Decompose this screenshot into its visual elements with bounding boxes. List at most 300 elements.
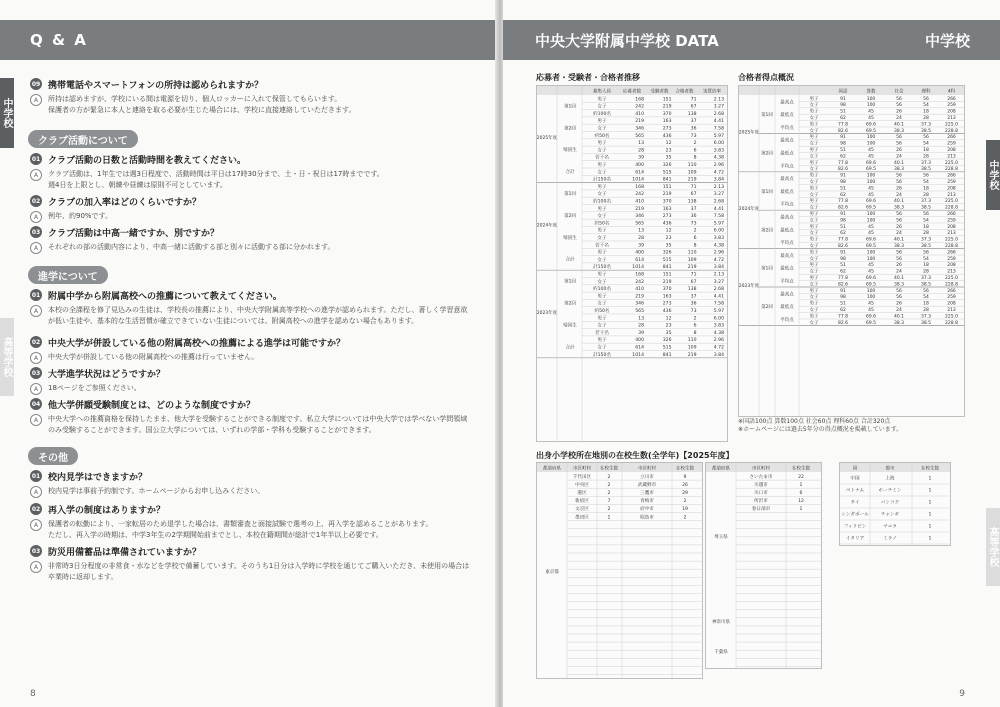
table-cell: 3.83 <box>713 323 724 329</box>
answer-badge: A <box>30 486 42 498</box>
table-cell: 62 <box>840 231 846 237</box>
table-cell: 45 <box>868 186 874 192</box>
table-cell: イタリア <box>845 536 865 542</box>
table-cell: 23 <box>665 148 672 154</box>
table-cell: 男子 <box>597 316 607 322</box>
table-cell: 女子 <box>597 214 607 220</box>
table-cell: 約50名 <box>594 309 610 314</box>
table-group-label: 第2回 <box>564 126 576 132</box>
table-cell: 36 <box>690 126 697 132</box>
table-cell: 266 <box>947 135 956 141</box>
answer-badge: A <box>30 169 42 181</box>
table-cell: 1 <box>928 512 932 518</box>
table-cell: 6.00 <box>713 228 724 234</box>
table-cell: 168 <box>635 184 644 190</box>
question-number-badge: 03 <box>30 226 42 238</box>
table-cell: 3.84 <box>713 352 724 358</box>
table-cell: 410 <box>635 199 644 205</box>
table-cell: 1014 <box>632 352 644 358</box>
table-cell: 56 <box>923 173 929 179</box>
table-cell: 54 <box>923 103 929 109</box>
table-header-cell: 在校生数 <box>792 466 810 472</box>
table-cell: 82.6 <box>837 167 849 173</box>
table-cell: 436 <box>662 309 672 314</box>
table-cell: 51 <box>840 148 846 153</box>
table-cell: 614 <box>635 345 644 351</box>
table-title-origin: 出身小学校所在地別の在校生数(全学年)【2025年度】 <box>536 451 734 460</box>
table-cell: 565 <box>635 133 644 139</box>
table-cell: 女子 <box>809 218 819 224</box>
table-header-cell: 都道府県 <box>543 466 561 472</box>
table-cell: 12 <box>798 499 804 505</box>
table-cell: 45 <box>868 116 874 121</box>
table-cell: 8 <box>693 243 697 249</box>
table-cell: 12 <box>665 316 672 322</box>
side-tab-junior: 中学校 <box>0 78 14 148</box>
answer-text: 校内見学は事前予約制です。ホームページからお申し込みください。 <box>48 487 265 495</box>
question-number-badge: 02 <box>30 195 42 207</box>
table-cell: 98 <box>840 141 846 147</box>
table-group-label: 最低点 <box>780 189 794 195</box>
table-cell: 7.58 <box>713 126 724 132</box>
table-cell: 36 <box>690 214 697 220</box>
table-cell: 川越市 <box>754 482 768 488</box>
table-cell: 男子 <box>809 199 819 205</box>
table-cell: 45 <box>868 109 874 115</box>
table-group-label: 最高点 <box>780 138 794 144</box>
table-header-cell: 国語 <box>838 89 848 95</box>
page-number: 8 <box>30 689 36 699</box>
table-cell: 2 <box>683 499 687 505</box>
table-cell: 225.0 <box>945 160 958 166</box>
table-header-cell: 算数 <box>866 89 876 95</box>
table-cell: 100 <box>866 135 876 141</box>
answer-text: 非常時3日分程度の非常食・水などを学校で備蓄しています。そのうち1日分は入学時に学校を通じてご購入いただき、未使用の場合は卒業時に返却します。 <box>48 562 470 581</box>
table-group-label: 平均点 <box>780 317 794 323</box>
table-cell: 2 <box>693 228 697 234</box>
table-cell: 13 <box>638 141 644 147</box>
table-cell: 計150名 <box>593 265 611 271</box>
table-cell: 208 <box>947 224 956 230</box>
table-cell: 女子 <box>597 104 607 110</box>
table-cell: 1 <box>928 524 932 530</box>
table-cell: 98 <box>840 103 846 109</box>
table-cell: 45 <box>868 301 874 307</box>
table-cell: タイ <box>850 500 860 506</box>
table-cell: 23 <box>665 236 672 241</box>
table-cell: 女子 <box>809 231 819 237</box>
table-cell: 138 <box>687 199 697 205</box>
table-cell: 墨田区 <box>575 515 589 521</box>
table-cell: 約50名 <box>594 133 610 139</box>
table-cell: 26 <box>896 263 902 269</box>
table-cell: 26 <box>896 301 902 307</box>
qa-item <box>30 289 470 327</box>
table-cell: 2.13 <box>713 184 724 190</box>
table-cell: 港区 <box>577 491 587 496</box>
table-cell: 163 <box>662 206 672 212</box>
table-cell: 28 <box>638 148 644 154</box>
table-header-cell: 社会 <box>894 89 904 95</box>
table-year-label: 2024年度 <box>537 223 558 229</box>
section-heading-club: クラブ活動について <box>28 130 138 148</box>
table-cell: 370 <box>662 199 672 205</box>
table-cell: 259 <box>947 295 956 301</box>
table-cell: 346 <box>635 214 644 220</box>
answer-text: 例年、約90%です。 <box>48 212 112 220</box>
answer-badge: A <box>30 94 42 106</box>
table-cell: 女子 <box>597 126 607 132</box>
table-cell: 1 <box>799 482 803 488</box>
table-cell: 5.97 <box>713 133 724 139</box>
table-cell: 168 <box>635 272 644 278</box>
origin-table-other-prefectures <box>705 462 822 669</box>
table-cell: 69.5 <box>865 167 877 173</box>
table-cell: 228.8 <box>945 320 958 326</box>
table-cell: 346 <box>635 301 644 307</box>
table-cell: 98 <box>840 256 846 262</box>
question-number-badge: 02 <box>30 336 42 348</box>
table-cell: 62 <box>840 154 846 160</box>
table-cell: 9 <box>683 474 687 480</box>
left-header-title: Q & A <box>30 31 88 49</box>
answer-text: クラブ活動は、1年生では週3日程度で、活動時間は平日は17時30分まで、土・日・祝日は17時までです。 週4日を上限とし、朝練や昼練は原則不可としています。 <box>48 170 384 189</box>
side-tab-junior: 中学校 <box>986 140 1000 210</box>
table-cell: 100 <box>866 250 876 256</box>
table-cell: 259 <box>947 141 956 147</box>
table-cell: ホーチミン <box>878 488 902 494</box>
table-cell: 3.27 <box>713 279 724 285</box>
table-cell: 38.3 <box>893 167 905 173</box>
table-cell: 女子 <box>809 128 819 134</box>
table-cell: 151 <box>662 184 672 190</box>
table-cell: 45 <box>868 192 874 198</box>
table-cell: 3.84 <box>713 265 724 271</box>
table-cell: 1014 <box>632 177 644 183</box>
table-cell: 69.6 <box>865 199 877 205</box>
table-cell: 女子 <box>809 320 819 326</box>
table-cell: 100 <box>866 256 876 262</box>
table-cell: 4.38 <box>713 155 724 161</box>
table-cell: 208 <box>947 109 956 115</box>
table-cell: 2 <box>607 474 611 480</box>
table-cell: 56 <box>896 173 902 179</box>
table-cell: 69.5 <box>865 244 877 249</box>
table-cell: 56 <box>923 135 929 141</box>
table-cell: 400 <box>635 163 644 168</box>
table-cell: 326 <box>662 338 672 344</box>
table-cell: 1 <box>928 476 932 482</box>
table-cell: 73 <box>690 309 697 314</box>
question-text: 中央大学が併設している他の附属高校への推薦による進学は可能ですか？ <box>48 339 346 349</box>
table-header-cell: 在校生数 <box>676 466 694 472</box>
table-cell: 4.72 <box>713 170 724 176</box>
table-group-label: 最低点 <box>780 113 794 119</box>
table-group-label: 最高点 <box>780 177 794 183</box>
question-number-badge: 04 <box>30 398 42 410</box>
table-cell: 56 <box>896 295 902 301</box>
table-cell: 22 <box>798 474 804 480</box>
table-cell: 8 <box>693 330 697 336</box>
table-cell: 計150名 <box>593 352 611 358</box>
table-cell: 219 <box>687 177 697 183</box>
table-cell: 12 <box>665 228 672 234</box>
answer-text: 中央大学が併設している他の附属高校への推薦は行っていません。 <box>48 353 259 361</box>
table-cell: 45 <box>868 263 874 269</box>
question-text: クラブの加入率はどのくらいですか？ <box>48 198 202 208</box>
table-cell: 文京区 <box>575 507 589 513</box>
question-text: 附属中学から附属高校への推薦について教えてください。 <box>48 292 282 302</box>
table-cell: 100 <box>866 141 876 147</box>
table-cell: 男子 <box>597 119 607 125</box>
table-cell: 370 <box>662 111 672 117</box>
table-cell: 436 <box>662 133 672 139</box>
table-cell: 45 <box>868 148 874 153</box>
answer-text: 本校の全課程を修了見込みの生徒は、学校長の推薦により、中央大学附属高等学校への進学が認められます。ただし、著しく学習意欲が低い生徒や、基本的な生活習慣が確立できていない生徒については、附属高校への進学を認めない場合もあります。 <box>48 306 468 325</box>
table-cell: 府中市 <box>640 507 654 513</box>
table-header-cell: 在校生数 <box>600 466 618 472</box>
table-group-label: 平均点 <box>780 241 794 247</box>
table-cell: 225.0 <box>945 276 958 281</box>
table-cell: 28 <box>923 154 929 160</box>
table-cell: 女子 <box>597 236 607 241</box>
qa-item <box>30 398 470 436</box>
table-cell: 2 <box>607 491 611 496</box>
table-cell: 77.8 <box>837 276 849 281</box>
table-cell: 6.00 <box>713 141 724 147</box>
table-group-label: 最低点 <box>780 305 794 311</box>
table-header-cell: 国 <box>852 466 858 472</box>
table-cell: 2.68 <box>713 287 724 293</box>
table-cell: 1 <box>928 488 932 494</box>
table-cell: 259 <box>947 218 956 224</box>
qa-item-phone <box>30 78 470 116</box>
table-cell: 6 <box>693 323 697 329</box>
question-number-badge: 01 <box>30 153 42 165</box>
table-cell: 5.97 <box>713 309 724 314</box>
table-header-cell: 応募者数 <box>623 89 641 95</box>
table-group-label: 最高点 <box>780 100 794 106</box>
table-title-applicants: 応募者・受験者・合格者推移 <box>536 73 640 82</box>
table-cell: 38.5 <box>920 205 932 211</box>
table-cell: 38.3 <box>893 320 905 326</box>
table-cell: 51 <box>840 186 846 192</box>
table-cell: 5.97 <box>713 221 724 227</box>
table-cell: 51 <box>840 224 846 230</box>
table-cell: 18 <box>923 186 929 192</box>
table-cell: 56 <box>896 103 902 109</box>
table-cell: 45 <box>868 231 874 237</box>
table-year-label: 2023年度 <box>739 284 760 289</box>
table-cell: 163 <box>662 294 672 300</box>
table-header-cell: 都道府県 <box>712 466 730 472</box>
table-cell: 67 <box>690 279 697 285</box>
table-cell: 28 <box>923 192 929 198</box>
table-cell: 女子 <box>809 167 819 173</box>
table-cell: 26 <box>896 186 902 192</box>
table-cell: 213 <box>947 116 956 121</box>
table-cell: 213 <box>947 269 956 275</box>
table-cell: 400 <box>635 338 644 344</box>
table-cell: 3.83 <box>713 236 724 241</box>
table-cell: 242 <box>635 104 644 110</box>
table-cell: 2.68 <box>713 111 724 117</box>
question-text: クラブ活動の日数と活動時間を教えてください。 <box>48 156 247 166</box>
table-cell: 225.0 <box>945 199 958 205</box>
table-cell: 1 <box>607 515 611 521</box>
table-cell: バンコク <box>880 500 900 506</box>
table-cell: 213 <box>947 154 956 160</box>
table-cell: 109 <box>687 257 697 263</box>
table-cell: 208 <box>947 148 956 153</box>
right-header <box>503 20 1000 60</box>
table-cell: 37.3 <box>920 237 932 243</box>
table-year-label: 2023年度 <box>537 311 558 316</box>
table-cell: 841 <box>662 352 672 358</box>
table-cell: 男子 <box>597 163 607 168</box>
scores-table-svg <box>739 86 964 416</box>
table-cell: 219 <box>635 119 644 125</box>
table-cell: 約100名 <box>593 111 611 117</box>
answer-text: 18ページをご参照ください。 <box>48 384 141 392</box>
table-cell: 40.1 <box>893 276 905 281</box>
table-cell: 56 <box>896 96 902 102</box>
table-group-label: 最低点 <box>780 266 794 272</box>
table-cell: 77.8 <box>837 314 849 320</box>
table-header-cell: 4科 <box>947 89 956 95</box>
table-header-cell: 都市 <box>885 466 895 472</box>
table-cell: マニラ <box>883 524 897 530</box>
table-cell: 37 <box>690 206 697 212</box>
table-group-label: 第2回 <box>564 213 576 219</box>
table-cell: 男子 <box>809 160 819 166</box>
table-cell: 所沢市 <box>754 499 768 505</box>
table-cell: 女子 <box>597 170 607 176</box>
table-cell: 40.1 <box>893 237 905 243</box>
table-group-label: 最高点 <box>780 253 794 259</box>
left-page <box>0 0 497 707</box>
table-cell: 54 <box>923 295 929 301</box>
table-cell: 56 <box>896 212 902 217</box>
table-cell: 73 <box>690 221 697 227</box>
table-cell: 273 <box>662 126 672 132</box>
table-cell: 208 <box>947 186 956 192</box>
table-cell: 208 <box>947 263 956 269</box>
table-cell: 56 <box>923 250 929 256</box>
table-cell: 40.1 <box>893 122 905 128</box>
table-cell: 51 <box>840 109 846 115</box>
table-cell: 266 <box>947 96 956 102</box>
table-cell: 219 <box>687 265 697 271</box>
table-cell: 38.3 <box>893 205 905 211</box>
table-cell: 100 <box>866 288 876 294</box>
page-number: 9 <box>959 689 965 699</box>
table-cell: 37.3 <box>920 160 932 166</box>
table-cell: 新宿区 <box>575 499 589 505</box>
table-cell: 4.41 <box>713 206 724 212</box>
question-number-badge: 09 <box>30 78 42 90</box>
table-cell: 69.6 <box>865 314 877 320</box>
table-cell: 中国 <box>850 476 860 482</box>
table-cell: 24 <box>896 116 902 121</box>
table-cell: 228.8 <box>945 128 958 134</box>
table-cell: 女子 <box>597 192 607 198</box>
table-cell: 青梅市 <box>640 499 654 505</box>
table-header-cell: 理科 <box>921 89 931 95</box>
table-group-label: 第2回 <box>761 305 773 311</box>
table-cell: 71 <box>690 97 697 103</box>
table-cell: 女子 <box>597 301 607 307</box>
answer-badge: A <box>30 383 42 395</box>
table-cell: 219 <box>635 206 644 212</box>
table-cell: 男子 <box>809 186 819 192</box>
table-cell: 28 <box>923 308 929 313</box>
table-cell: 400 <box>635 250 644 256</box>
table-cell: 女子 <box>809 154 819 160</box>
table-cell: 219 <box>662 192 672 198</box>
table-cell: 2.96 <box>713 250 724 256</box>
table-cell: 138 <box>687 287 697 293</box>
table-cell: 女子 <box>597 148 607 154</box>
table-cell: 36 <box>690 301 697 307</box>
table-cell: 56 <box>923 96 929 102</box>
table-cell: 37.3 <box>920 314 932 320</box>
table-cell: 841 <box>662 177 672 183</box>
table-cell: 男子 <box>809 250 819 256</box>
table-cell: 841 <box>662 265 672 271</box>
table-cell: 1014 <box>632 265 644 271</box>
table-header-cell: 市区町村 <box>573 466 591 472</box>
table-cell: 163 <box>662 119 672 125</box>
table-cell: 62 <box>840 192 846 198</box>
table-cell: 12 <box>665 141 672 147</box>
table-cell: 1 <box>799 507 803 513</box>
table-cell: 98 <box>840 180 846 185</box>
table-cell: 45 <box>868 154 874 160</box>
table-cell: 35 <box>665 330 672 336</box>
table-cell: 昭島市 <box>640 515 654 521</box>
table-cell: 110 <box>687 250 697 256</box>
table-cell: 40.1 <box>893 160 905 166</box>
question-number-badge: 01 <box>30 470 42 482</box>
table-cell: 男子 <box>809 122 819 128</box>
table-cell: 26 <box>682 482 688 488</box>
table-cell: 男子 <box>809 135 819 141</box>
table-cell: 男子 <box>597 184 607 190</box>
table-cell: 266 <box>947 250 956 256</box>
table-cell: 225.0 <box>945 122 958 128</box>
applicants-table-svg <box>537 86 727 441</box>
table-cell: 67 <box>690 192 697 198</box>
table-group-label: 第2回 <box>761 228 773 234</box>
table-cell: 69.6 <box>865 122 877 128</box>
table-cell: 45 <box>868 269 874 275</box>
table-cell: 女子 <box>809 244 819 249</box>
table-cell: 4.38 <box>713 330 724 336</box>
table-cell: 100 <box>866 218 876 224</box>
question-text: 再入学の制度はありますか？ <box>48 506 166 516</box>
table-group-label: 第1回 <box>761 266 773 272</box>
answer-badge: A <box>30 305 42 317</box>
table-header-cell: 市区町村 <box>752 466 770 472</box>
table-cell: 109 <box>687 170 697 176</box>
table-cell: 168 <box>635 97 644 103</box>
table-cell: 51 <box>840 301 846 307</box>
table-cell: 男子 <box>809 96 819 102</box>
table-cell: 2 <box>683 515 687 521</box>
table-cell: 19 <box>682 507 688 513</box>
table-cell: 228.8 <box>945 282 958 288</box>
